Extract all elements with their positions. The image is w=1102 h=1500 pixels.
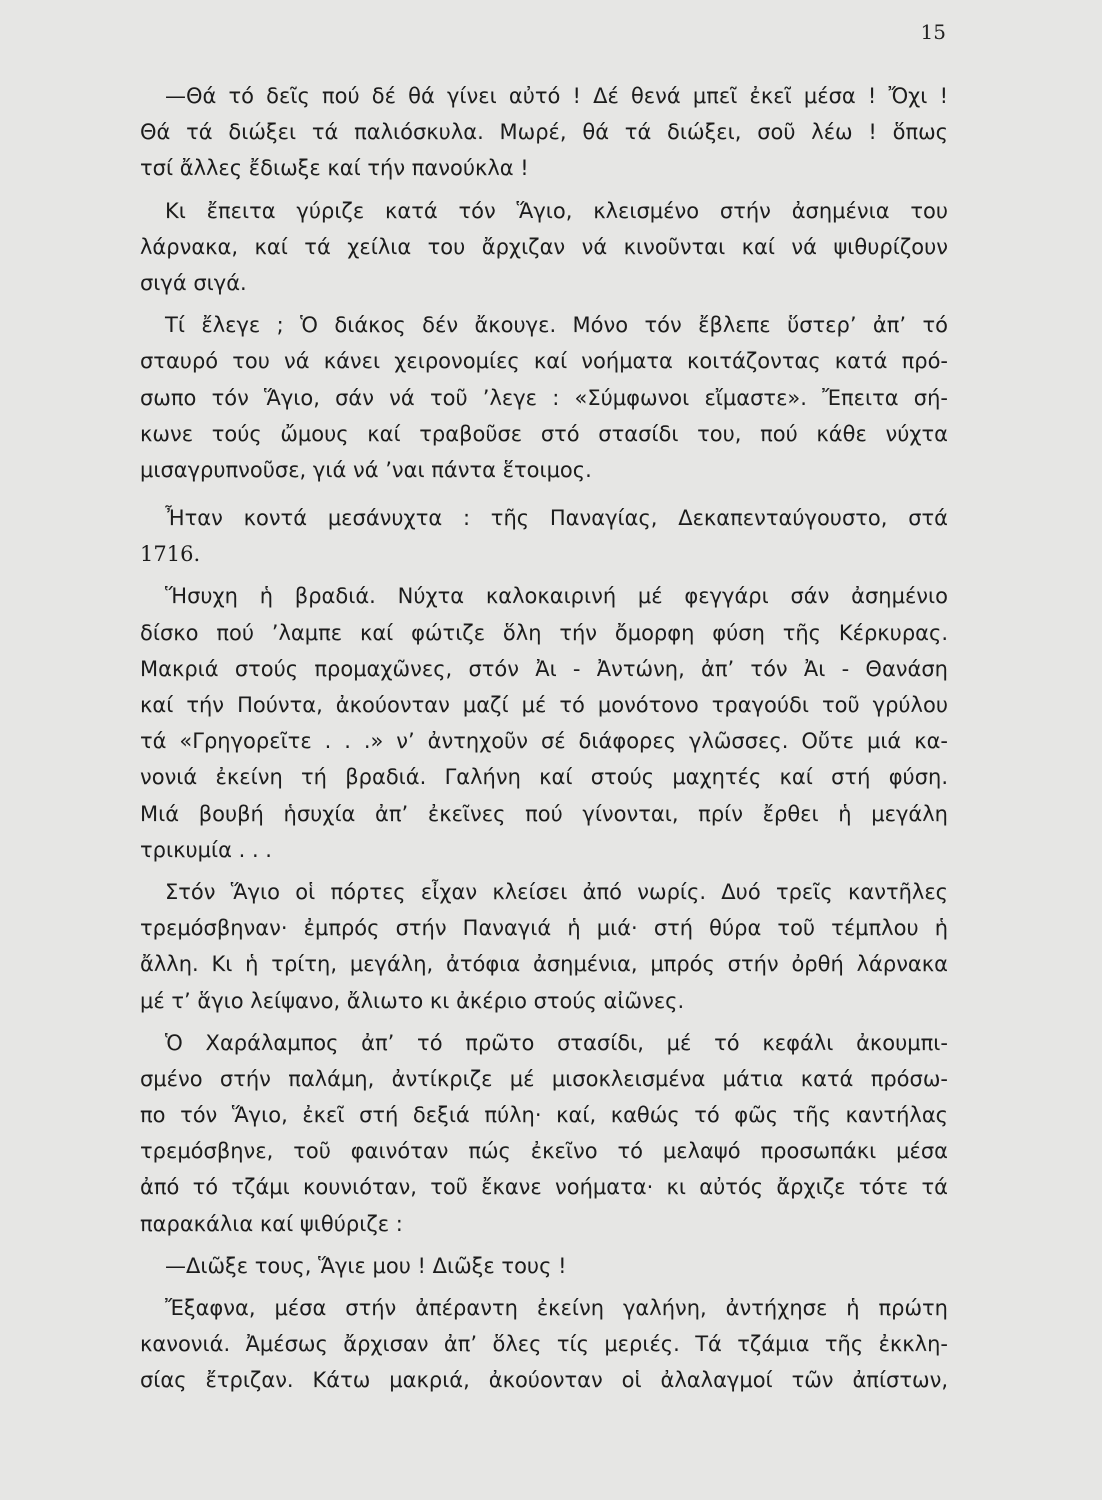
text-line: λάρνακα, καί τά χείλια του ἄρχιζαν νά κινοῦνται καί νά ψιθυρίζουν (140, 234, 948, 259)
text-line: τά «Γρηγορεῖτε . . .» ν’ ἀντηχοῦν σέ διάφορες γλῶσσες. Οὔτε μιά κα- (140, 729, 948, 754)
text-line: Στόν Ἅγιο οἱ πόρτες εἶχαν κλείσει ἀπό νωρίς. Δυό τρεῖς καντῆλες (165, 879, 948, 904)
text-line: —Διῶξε τους, Ἅγιε μου ! Διῶξε τους ! (165, 1253, 567, 1278)
text-line: Θά τά διώξει τά παλιόσκυλα. Μωρέ, θά τά διώξει, σοῦ λέω ! ὅπως (140, 120, 948, 145)
text-line: σιγά σιγά. (140, 270, 247, 295)
body-text (140, 78, 948, 1399)
text-line: Μακριά στούς προμαχῶνες, στόν Ἀι - Ἀντώνη, ἀπ’ τόν Ἀι - Θανάση (140, 656, 948, 681)
text-line: ἀπό τό τζάμι κουνιόταν, τοῦ ἔκανε νοήματα· κι αὐτός ἄρχιζε τότε τά (140, 1175, 948, 1200)
text-line: νονιά ἐκείνη τή βραδιά. Γαλήνη καί στούς μαχητές καί στή φύση. (140, 765, 948, 790)
text-line: μισαγρυπνοῦσε, γιά νά ’ναι πάντα ἕτοιμος. (140, 457, 592, 482)
text-line: τρεμόσβηνε, τοῦ φαινόταν πώς ἐκεῖνο τό μελαψό προσωπάκι μέσα (140, 1139, 948, 1164)
text-line: σωπο τόν Ἅγιο, σάν νά τοῦ ’λεγε : «Σύμφωνοι εἴμαστε». Ἔπειτα σή- (140, 385, 948, 410)
text-line: 1716. (140, 542, 201, 567)
text-line: τσί ἄλλες ἔδιωξε καί τήν πανούκλα ! (140, 156, 529, 181)
text-line: καί τήν Πούντα, ἀκούονταν μαζί μέ τό μονότονο τραγούδι τοῦ γρύλου (140, 693, 948, 717)
text-line: Ἔξαφνα, μέσα στήν ἀπέραντη ἐκείνη γαλήνη, ἀντήχησε ἡ πρώτη (165, 1296, 948, 1320)
text-line: σταυρό του νά κάνει χειρονομίες καί νοήματα κοιτάζοντας κατά πρό- (140, 349, 948, 374)
text-line: κωνε τούς ὤμους καί τραβοῦσε στό στασίδι του, πού κάθε νύχτα (140, 421, 948, 446)
text-line: σμένο στήν παλάμη, ἀντίκριζε μέ μισοκλεισμένα μάτια κατά πρόσω- (140, 1066, 948, 1091)
text-line: Ὁ Χαράλαμπος ἀπ’ τό πρῶτο στασίδι, μέ τό κεφάλι ἀκουμπι- (165, 1030, 948, 1055)
text-line: μέ τ’ ἅγιο λείψανο, ἄλιωτο κι ἀκέριο στούς αἰῶνες. (140, 988, 685, 1013)
page-number: 15 (920, 20, 946, 44)
text-line: Ἥσυχη ἡ βραδιά. Νύχτα καλοκαιρινή μέ φεγγάρι σάν ἀσημένιο (165, 584, 948, 609)
text-line: τρικυμία . . . (140, 837, 272, 862)
text-line: ἄλλη. Κι ἡ τρίτη, μεγάλη, ἀτόφια ἀσημένια, μπρός στήν ὀρθή λάρνακα (140, 952, 948, 977)
text-line: πο τόν Ἅγιο, ἐκεῖ στή δεξιά πύλη· καί, καθώς τό φῶς τῆς καντήλας (140, 1103, 948, 1128)
text-line: παρακάλια καί ψιθύριζε : (140, 1211, 403, 1236)
text-line: Ἦταν κοντά μεσάνυχτα : τῆς Παναγίας, Δεκαπενταύγουστο, στά (165, 506, 948, 531)
text-line: Τί ἔλεγε ; Ὁ διάκος δέν ἄκουγε. Μόνο τόν ἔβλεπε ὕστερ’ ἀπ’ τό (165, 313, 948, 338)
text-line: —Θά τό δεῖς πού δέ θά γίνει αὐτό ! Δέ θενά μπεῖ ἐκεῖ μέσα ! Ὄχι ! (165, 84, 948, 108)
text-line: τρεμόσβηναν· ἐμπρός στήν Παναγιά ἡ μιά· στή θύρα τοῦ τέμπλου ἡ (140, 916, 948, 941)
text-line: Μιά βουβή ἡσυχία ἀπ’ ἐκεῖνες πού γίνονται, πρίν ἔρθει ἡ μεγάλη (140, 801, 948, 826)
text-line: σίας ἔτριζαν. Κάτω μακριά, ἀκούονταν οἱ ἀλαλαγμοί τῶν ἀπίστων, (140, 1368, 948, 1393)
text-line: κανονιά. Ἀμέσως ἄρχισαν ἀπ’ ὅλες τίς μεριές. Τά τζάμια τῆς ἐκκλη- (140, 1332, 948, 1357)
text-line: Κι ἔπειτα γύριζε κατά τόν Ἅγιο, κλεισμένο στήν ἀσημένια του (165, 198, 948, 223)
text-line: δίσκο πού ’λαμπε καί φώτιζε ὅλη τήν ὄμορφη φύση τῆς Κέρκυρας. (140, 620, 948, 645)
